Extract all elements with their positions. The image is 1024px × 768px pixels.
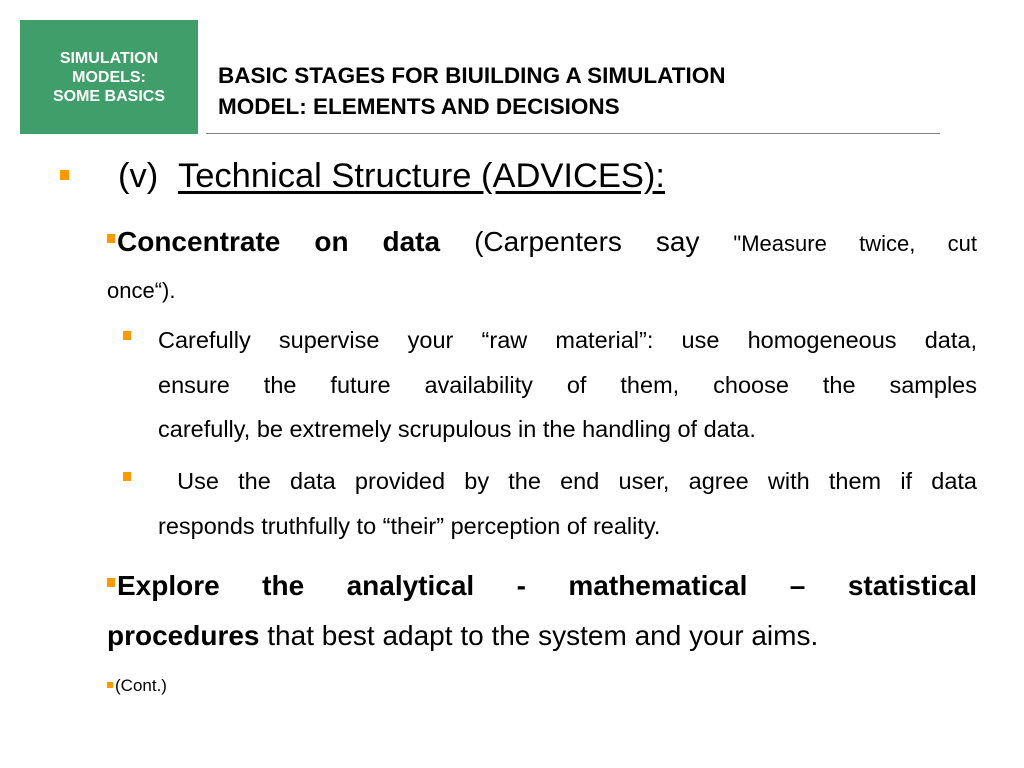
- bullet-icon: [107, 682, 113, 688]
- bullet-icon: [60, 170, 69, 180]
- point-explore-line-2: [107, 611, 977, 661]
- point-explore-bold-2: procedures: [107, 620, 260, 651]
- section-heading-text: Technical Structure (ADVICES):: [178, 157, 665, 195]
- point-explore-bold-1: Explore the analytical - mathematical – statistical: [117, 570, 977, 601]
- badge-line-1: SIMULATION: [59, 49, 159, 67]
- point-concentrate-line-1: [107, 222, 977, 264]
- title-divider: [206, 133, 940, 134]
- point-explore-line-1: [107, 561, 977, 611]
- subpoint-end-user-line-1: Use the data provided by the end user, agree with them if data: [158, 468, 977, 494]
- point-concentrate-quote: "Measure twice, cut: [733, 231, 978, 256]
- subpoint-end-user-line-2: responds truthfully to “their” perception of reality.: [158, 512, 661, 539]
- point-explore-text: that best adapt to the system and your aims.: [259, 620, 819, 651]
- point-concentrate-bold: Concentrate on data: [117, 226, 441, 257]
- subpoint-end-user: [158, 459, 977, 549]
- section-badge: [20, 20, 198, 134]
- badge-line-2: MODELS:: [72, 68, 146, 86]
- subpoint-raw-material: [158, 318, 977, 452]
- bullet-icon: [107, 578, 115, 587]
- bullet-icon: [123, 472, 131, 481]
- section-prefix: (v): [118, 157, 159, 195]
- slide-title-line-2: MODEL: ELEMENTS AND DECISIONS: [218, 94, 620, 119]
- subpoint-raw-material-line-2: ensure the future availability of them, choose the samples: [158, 371, 977, 398]
- point-concentrate-text: (Carpenters say: [440, 226, 734, 257]
- point-concentrate-line-2: once“).: [107, 278, 176, 303]
- bullet-icon: [107, 234, 115, 243]
- slide-title: [218, 60, 938, 122]
- bullet-icon: [123, 331, 131, 340]
- subpoint-raw-material-line-1: Carefully supervise your “raw material”: use homogeneous data,: [158, 327, 977, 353]
- subpoint-raw-material-line-3: carefully, be extremely scrupulous in the handling of data.: [158, 416, 756, 442]
- continued-text: (Cont.): [115, 676, 167, 695]
- badge-line-3: SOME BASICS: [52, 87, 165, 105]
- continued-note: [107, 675, 167, 697]
- slide-title-line-1: BASIC STAGES FOR BIUILDING A SIMULATION: [218, 63, 726, 88]
